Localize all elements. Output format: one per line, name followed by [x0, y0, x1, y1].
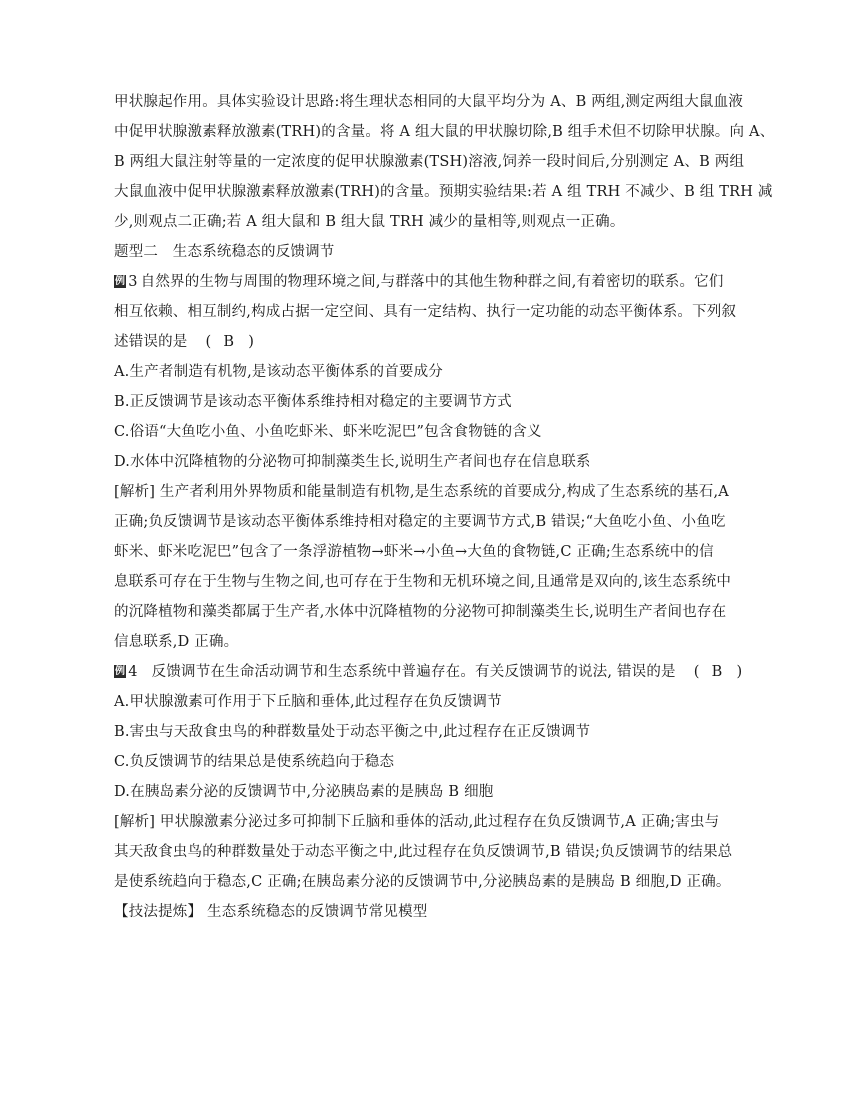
- paragraph-line: 少,则观点二正确;若 A 组大鼠和 B 组大鼠 TRH 减少的量相等,则观点一正确。: [114, 214, 625, 230]
- question-text: 反馈调节在生命活动调节和生态系统中普遍存在。有关反馈调节的说法, 错误的是: [151, 664, 676, 680]
- paragraph-line: 中促甲状腺激素释放激素(TRH)的含量。将 A 组大鼠的甲状腺切除,B 组手术但不切除甲状腺。向 A、: [114, 124, 775, 140]
- option-c: C.俗语“大鱼吃小鱼、小鱼吃虾米、虾米吃泥巴”包含食物链的含义: [114, 424, 542, 440]
- option-d: D.水体中沉降植物的分泌物可抑制藻类生长,说明生产者间也存在信息联系: [114, 454, 591, 470]
- option-a: A.生产者制造有机物,是该动态平衡体系的首要成分: [114, 364, 443, 380]
- paragraph-line: B 两组大鼠注射等量的一定浓度的促甲状腺激素(TSH)溶液,饲养一段时间后,分别测定 A、B 两组: [114, 154, 745, 170]
- option-a: A.甲状腺激素可作用于下丘脑和垂体,此过程存在负反馈调节: [114, 694, 502, 710]
- question-line: 相互依赖、相互制约,构成占据一定空间、具有一定结构、执行一定功能的动态平衡体系。下列叙: [114, 304, 737, 320]
- answer-value: B: [223, 334, 235, 350]
- example-4-question-line: [114, 662, 742, 682]
- analysis-line: 息联系可存在于生物与生物之间,也可存在于生物和无机环境之间,且通常是双向的,该生态系统中: [114, 574, 732, 590]
- example-number: 3: [128, 274, 138, 290]
- paragraph-line: 大鼠血液中促甲状腺激素释放激素(TRH)的含量。预期实验结果:若 A 组 TRH 不减少、B 组 TRH 减: [114, 184, 773, 200]
- example-badge: 例: [115, 276, 126, 287]
- answer-bracket: ( B ): [693, 664, 743, 680]
- example-badge: 例: [115, 666, 126, 677]
- answer-value: B: [711, 664, 723, 680]
- paragraph-line: 甲状腺起作用。具体实验设计思路:将生理状态相同的大鼠平均分为 A、B 两组,测定两组大鼠血液: [114, 94, 744, 110]
- analysis-line: 其天敌食虫鸟的种群数量处于动态平衡之中,此过程存在负反馈调节,B 错误;负反馈调节的结果总: [114, 844, 733, 860]
- analysis-line: [解析] 甲状腺激素分泌过多可抑制下丘脑和垂体的活动,此过程存在负反馈调节,A 正确;害虫与: [114, 814, 720, 830]
- option-b: B.正反馈调节是该动态平衡体系维持相对稳定的主要调节方式: [114, 394, 512, 410]
- example-3-question-last-line: [114, 332, 254, 352]
- analysis-line: 的沉降植物和藻类都属于生产者,水体中沉降植物的分泌物可抑制藻类生长,说明生产者间也存在: [114, 604, 727, 620]
- technique-heading: 【技法提炼】 生态系统稳态的反馈调节常见模型: [114, 904, 428, 920]
- answer-bracket: ( B ): [205, 334, 255, 350]
- option-b: B.害虫与天敌食虫鸟的种群数量处于动态平衡之中,此过程存在正反馈调节: [114, 724, 591, 740]
- analysis-line: 信息联系,D 正确。: [114, 634, 239, 650]
- analysis-line: 是使系统趋向于稳态,C 正确;在胰岛素分泌的反馈调节中,分泌胰岛素的是胰岛 B 细胞,D 正确。: [114, 874, 731, 890]
- question-text: 自然界的生物与周围的物理环境之间,与群落中的其他生物种群之间,有着密切的联系。它们: [140, 274, 724, 290]
- example-number: 4: [128, 664, 138, 680]
- section-title: 题型二 生态系统稳态的反馈调节: [114, 244, 335, 260]
- analysis-line: 虾米、虾米吃泥巴”包含了一条浮游植物→虾米→小鱼→大鱼的食物链,C 正确;生态系统中的信: [114, 544, 714, 560]
- question-text: 述错误的是: [114, 334, 188, 350]
- analysis-line: [解析] 生产者利用外界物质和能量制造有机物,是生态系统的首要成分,构成了生态系统的基石,A: [114, 484, 729, 500]
- example-3-question-line: [114, 272, 724, 292]
- option-d: D.在胰岛素分泌的反馈调节中,分泌胰岛素的是胰岛 B 细胞: [114, 784, 494, 800]
- option-c: C.负反馈调节的结果总是使系统趋向于稳态: [114, 754, 395, 770]
- analysis-line: 正确;负反馈调节是该动态平衡体系维持相对稳定的主要调节方式,B 错误;“大鱼吃小鱼、小鱼吃: [114, 514, 726, 530]
